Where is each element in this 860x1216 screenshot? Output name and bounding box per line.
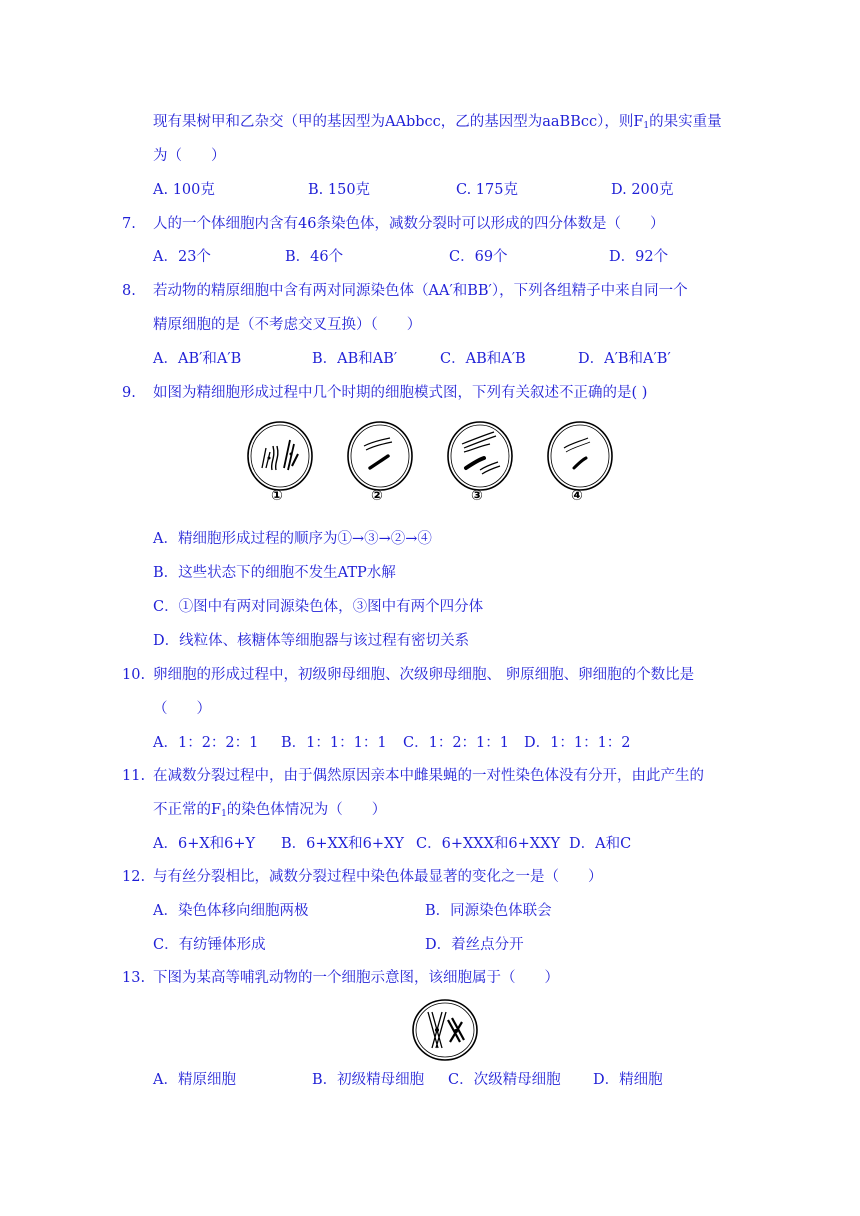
- q7-option-c: C．69个: [449, 249, 508, 265]
- q11-option-b: B．6+XX和6+XY: [281, 836, 404, 852]
- cell-label-4: ④: [571, 488, 583, 504]
- q12-option-d: D．着丝点分开: [425, 937, 524, 953]
- q8-stem-line2: 精原细胞的是（不考虑交叉互换）（ ）: [153, 317, 422, 333]
- q9-option-d: D．线粒体、核糖体等细胞器与该过程有密切关系: [153, 633, 470, 649]
- f1-symbol: $F_1$: [633, 114, 650, 131]
- q6-option-d: D. 200克: [611, 182, 674, 198]
- q6-option-b: B. 150克: [308, 182, 371, 198]
- cell-2-diagram: [348, 422, 412, 490]
- q13-option-b: B．初级精母细胞: [312, 1072, 425, 1088]
- q10-stem-line2: （ ）: [153, 701, 211, 717]
- q7-option-d: D．92个: [609, 249, 669, 265]
- q11-option-d: D．A和C: [569, 836, 632, 852]
- q10-option-d: D．1：1：1：2: [524, 735, 631, 751]
- q9-figure: [240, 418, 620, 510]
- cell-label-3: ③: [471, 488, 483, 504]
- q7-option-a: A．23个: [153, 249, 211, 265]
- q10-option-a: A．1：2：2：1: [153, 735, 259, 751]
- q8-option-d: D．A′B和A′B′: [578, 351, 671, 367]
- q13-cell-diagram: [410, 998, 480, 1062]
- q11-option-c: C．6+XXX和6+XXY: [416, 836, 561, 852]
- q9-option-c: C．①图中有两对同源染色体，③图中有两个四分体: [153, 599, 484, 615]
- q13-option-d: D．精细胞: [593, 1072, 663, 1088]
- cell-3-diagram: [448, 422, 512, 490]
- q9-option-a: A．精细胞形成过程的顺序为①→③→②→④: [153, 531, 432, 547]
- q10-option-b: B．1：1：1：1: [281, 735, 387, 751]
- q6-option-c: C. 175克: [456, 182, 518, 198]
- q10-option-c: C．1：2：1：1: [403, 735, 509, 751]
- q13-option-c: C．次级精母细胞: [448, 1072, 561, 1088]
- q7-number: 7.: [122, 216, 136, 232]
- q6-stem-line2: 为（ ）: [153, 148, 226, 164]
- q13-option-a: A．精原细胞: [153, 1072, 236, 1088]
- q8-option-a: A．AB′和A′B: [153, 351, 242, 367]
- q9-number: 9.: [122, 385, 136, 401]
- q13-number: 13.: [122, 970, 146, 986]
- cell-label-1: ①: [271, 488, 283, 504]
- q8-option-b: B．AB和AB′: [312, 351, 398, 367]
- q12-number: 12.: [122, 869, 146, 885]
- q8-number: 8.: [122, 283, 136, 299]
- q9-option-b: B．这些状态下的细胞不发生ATP水解: [153, 565, 396, 581]
- q8-option-c: C．AB和A′B: [440, 351, 526, 367]
- f1-symbol: $F_1$: [211, 802, 227, 819]
- q6-option-a: A. 100克: [153, 182, 215, 198]
- q11-number: 11.: [122, 768, 146, 784]
- q12-option-c: C．有纺锤体形成: [153, 937, 266, 953]
- q11-option-a: A．6+X和6+Y: [153, 836, 256, 852]
- q12-option-a: A．染色体移向细胞两极: [153, 903, 309, 919]
- cell-4-diagram: [548, 422, 612, 490]
- q7-option-b: B．46个: [285, 249, 344, 265]
- q10-number: 10.: [122, 667, 146, 683]
- cell-label-2: ②: [371, 488, 383, 504]
- q11-stem-line2: 不正常的$F_1$的染色体情况为（ ）: [153, 802, 387, 819]
- q6-stem-line1: 现有果树甲和乙杂交（甲的基因型为AAbbcc，乙的基因型为aaBBcc），则$F_1$的果实重量: [153, 114, 722, 131]
- cell-1-diagram: [248, 422, 312, 490]
- q12-option-b: B．同源染色体联会: [425, 903, 552, 919]
